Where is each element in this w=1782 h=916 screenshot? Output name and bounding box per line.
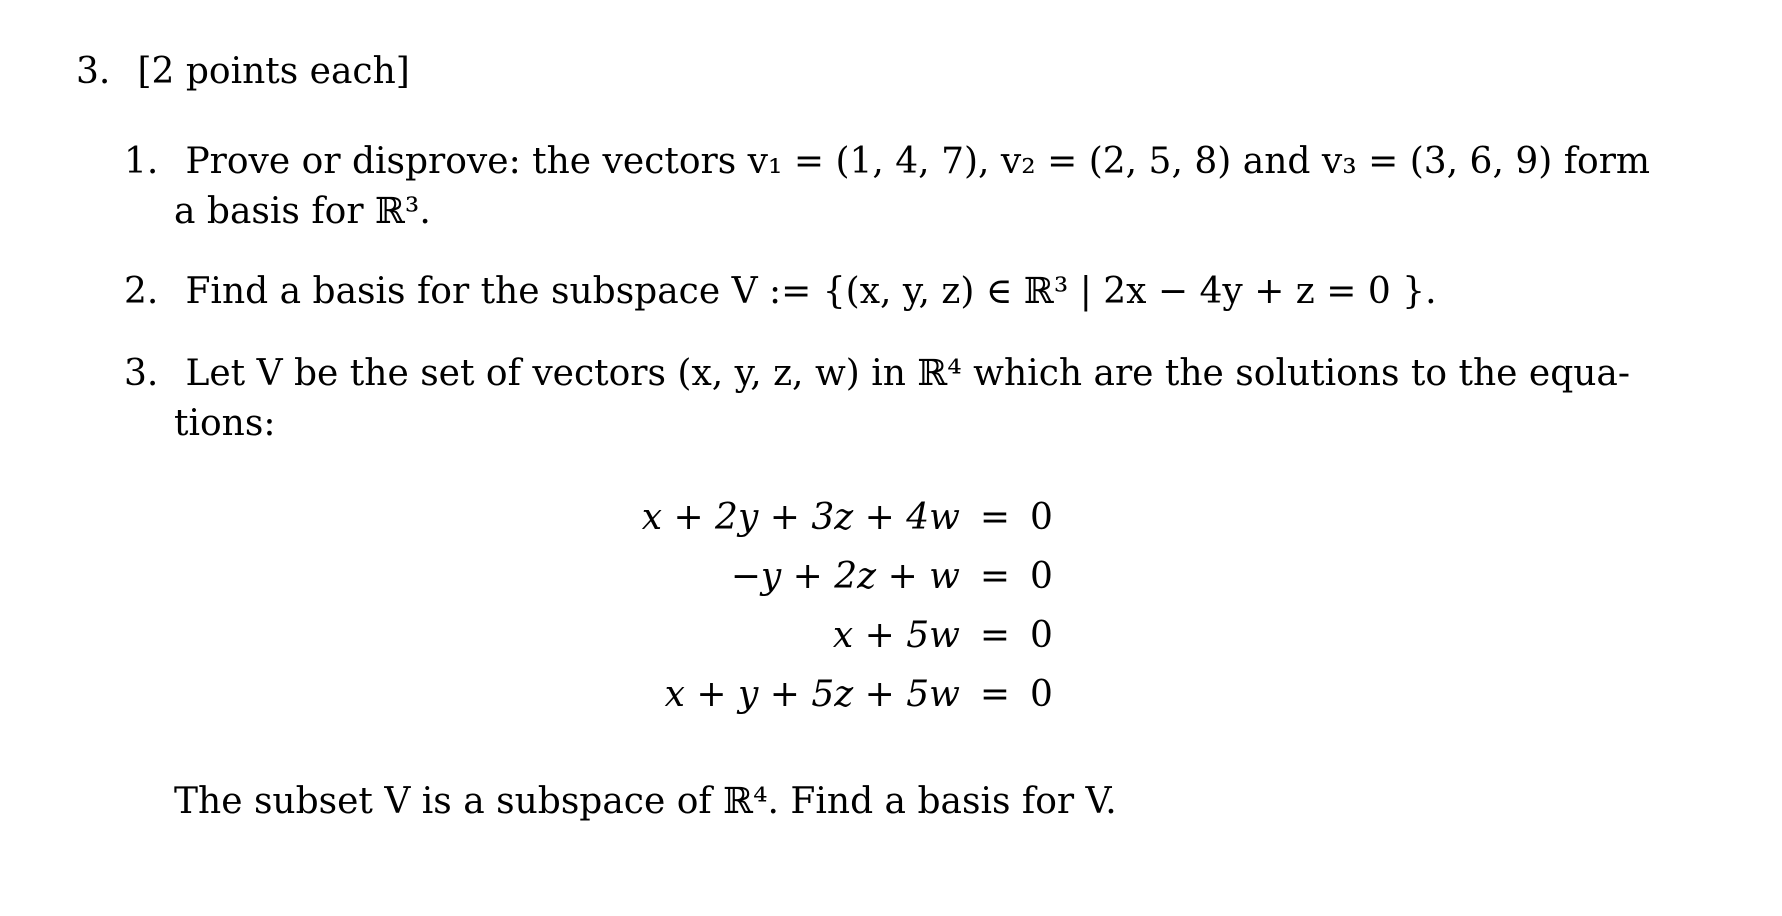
- equation-row: [620, 488, 1090, 547]
- equation-lhs: x + 2y + 3z + 4w: [641, 497, 960, 538]
- equation-relation: =: [979, 674, 1011, 715]
- equation-relation: =: [979, 615, 1011, 656]
- conclusion-text: The subset V is a subspace of ℝ⁴. Find a basis for V.: [174, 781, 1117, 822]
- equation-row: [620, 665, 1090, 724]
- item-2-number: 2.: [124, 271, 159, 312]
- item-3-text-line1: Let V be the set of vectors (x, y, z, w) in ℝ⁴ which are the solutions to the equa-: [185, 353, 1631, 394]
- equation-rhs: 0: [1030, 615, 1053, 656]
- equation-row: [620, 547, 1090, 606]
- equation-lhs: x + 5w: [832, 615, 960, 656]
- problem-number: 3.: [76, 51, 111, 92]
- equation-row: [620, 606, 1090, 665]
- item-3: [124, 352, 1630, 396]
- item-1-number: 1.: [124, 141, 159, 182]
- equation-system: [620, 488, 1090, 724]
- item-1: [124, 140, 1650, 184]
- item-1-continuation: [174, 190, 431, 234]
- points-label: [2 points each]: [137, 51, 410, 92]
- equation-rhs: 0: [1030, 674, 1053, 715]
- equation-relation: =: [979, 556, 1011, 597]
- equation-rhs: 0: [1030, 556, 1053, 597]
- item-3-continuation: [174, 402, 275, 446]
- item-1-text-line1: Prove or disprove: the vectors v₁ = (1, 4, 7), v₂ = (2, 5, 8) and v₃ = (3, 6, 9) form: [185, 141, 1651, 182]
- equation-lhs: x + y + 5z + 5w: [664, 674, 960, 715]
- item-1-text-line2: a basis for ℝ³.: [174, 191, 431, 232]
- equation-lhs: −y + 2z + w: [730, 556, 960, 597]
- item-3-number: 3.: [124, 353, 159, 394]
- equation-rhs: 0: [1030, 497, 1053, 538]
- problem-header: [76, 50, 410, 94]
- item-2-text: Find a basis for the subspace V := {(x, y, z) ∈ ℝ³ | 2x − 4y + z = 0 }.: [185, 271, 1437, 312]
- item-2: [124, 270, 1437, 314]
- equation-relation: =: [979, 497, 1011, 538]
- item-3-text-line2: tions:: [174, 403, 276, 444]
